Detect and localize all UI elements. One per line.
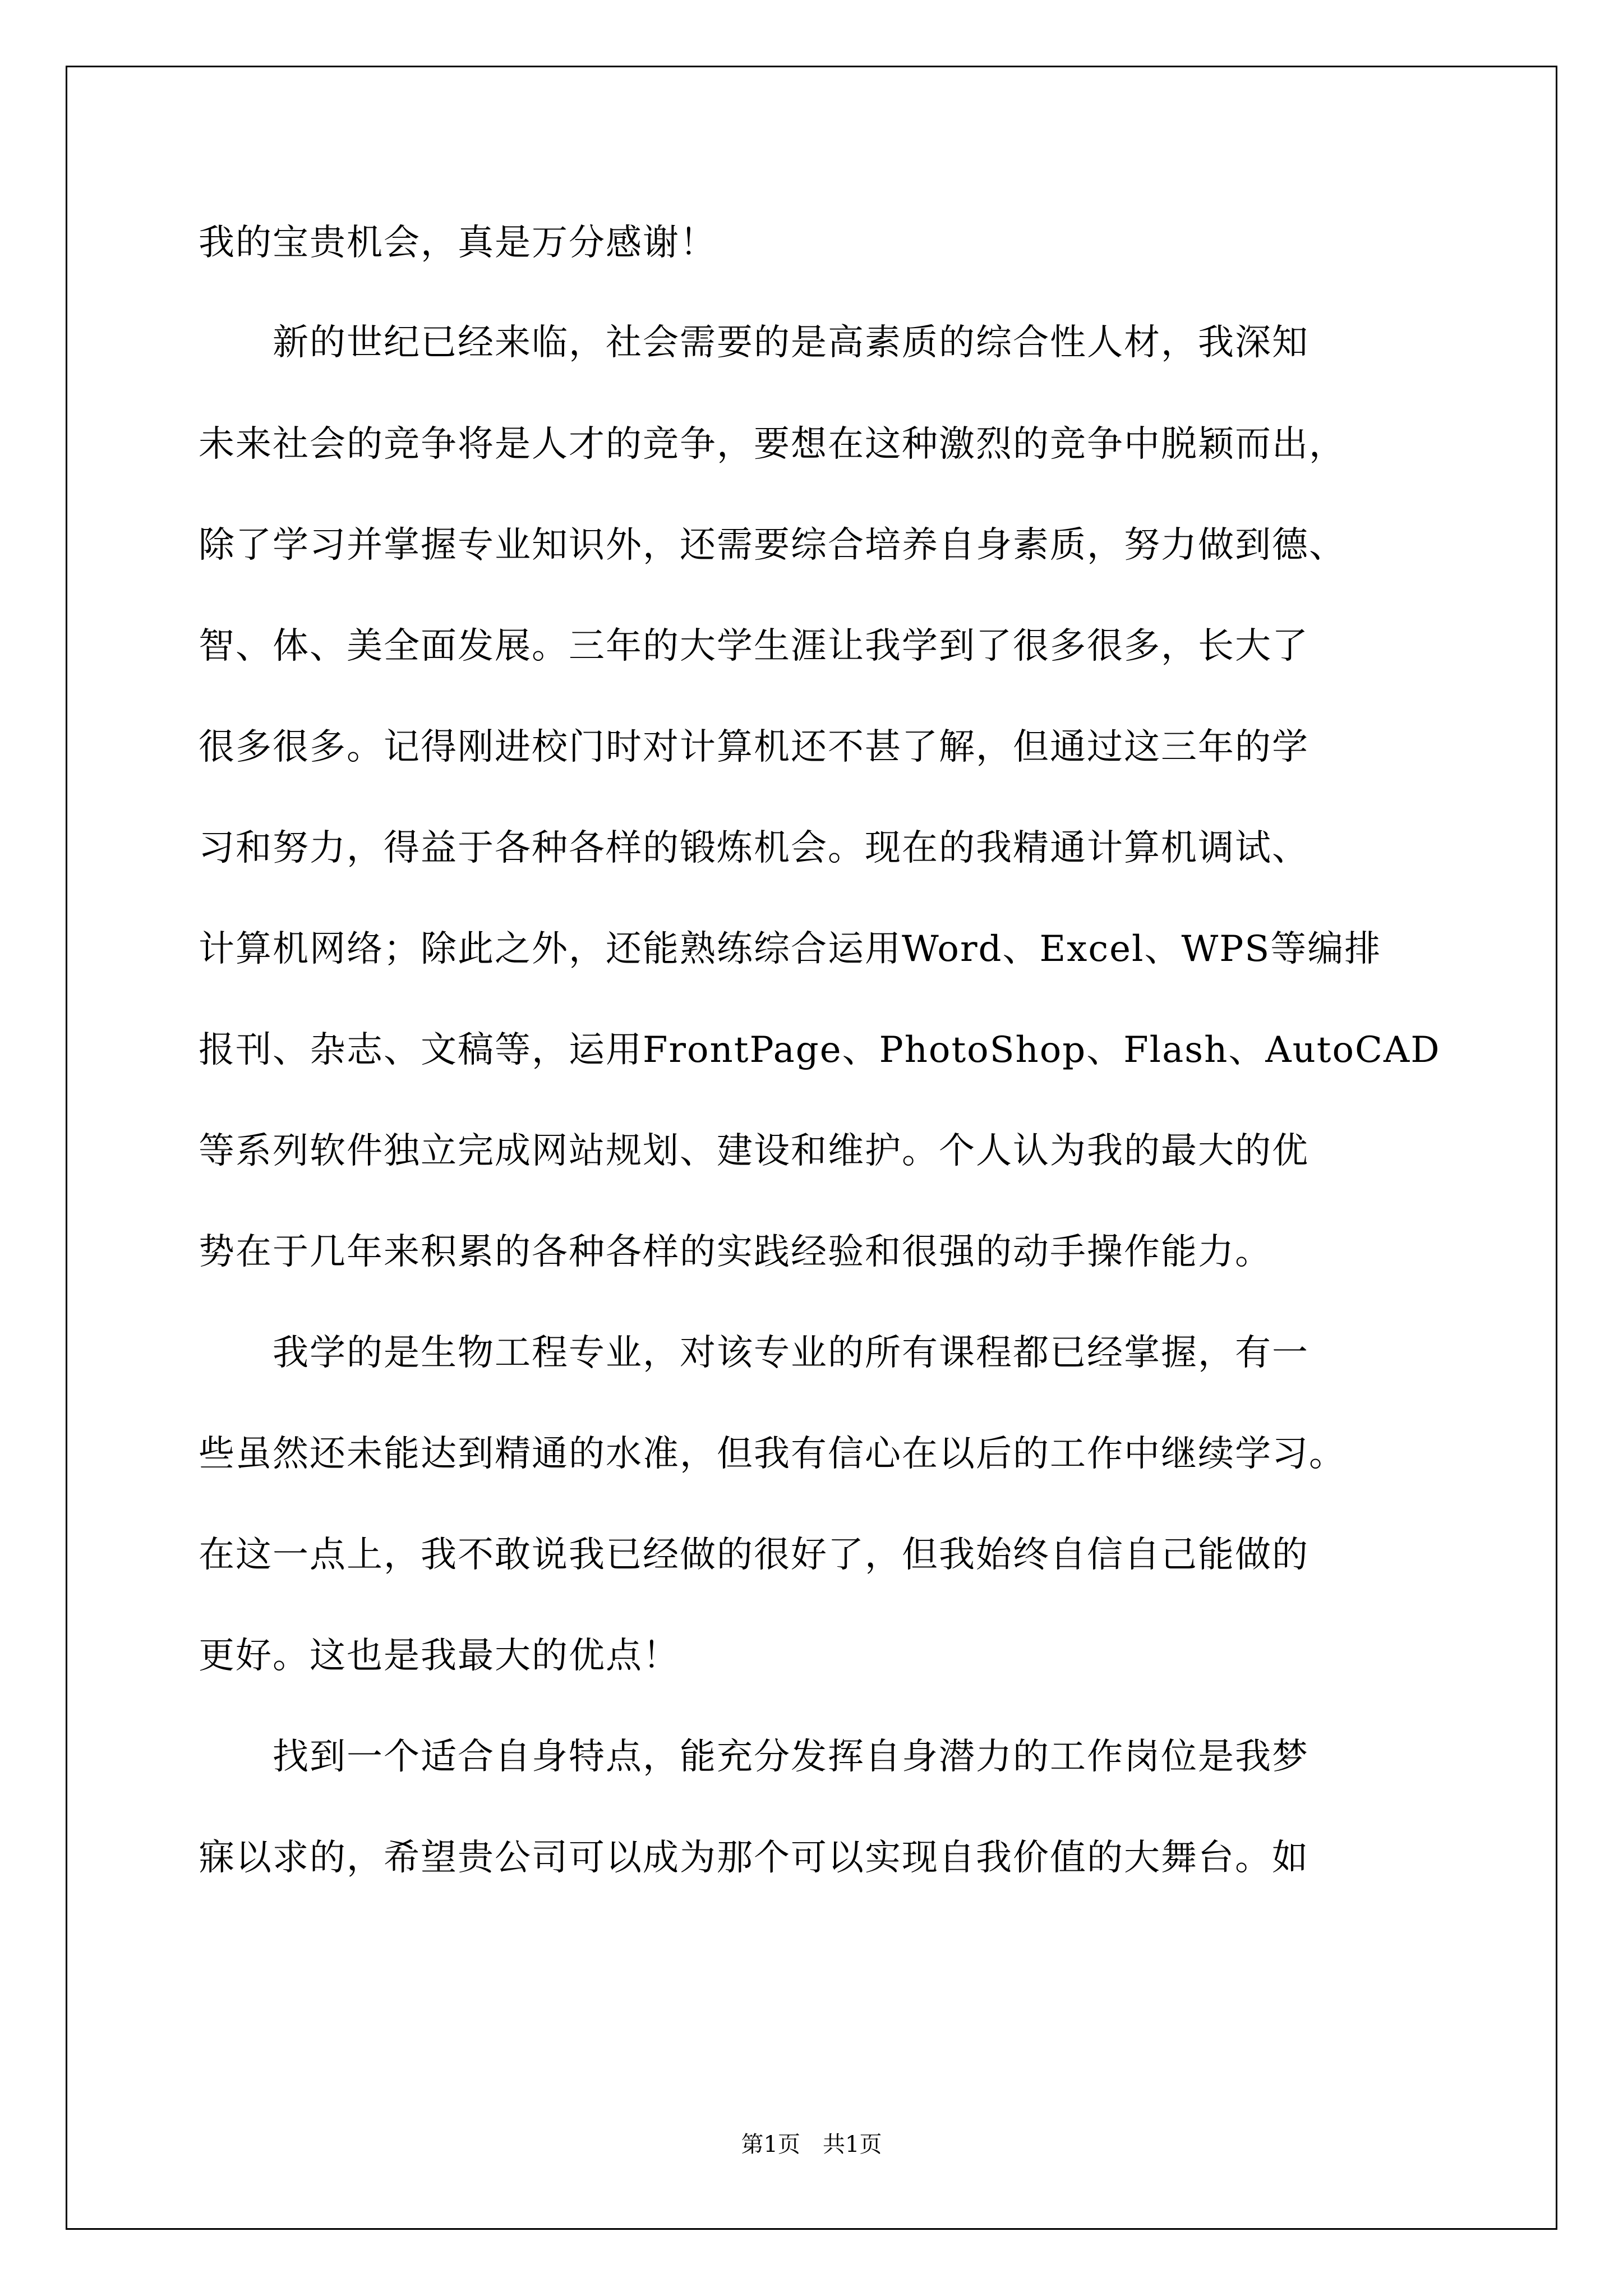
body-text-line: 找到一个适合自身特点，能充分发挥自身潜力的工作岗位是我梦 <box>199 1736 1309 1778</box>
body-text-line: 智、体、美全面发展。三年的大学生涯让我学到了很多很多，长大了 <box>199 625 1309 667</box>
body-text-line: 等系列软件独立完成网站规划、建设和维护。个人认为我的最大的优 <box>199 1130 1309 1172</box>
body-text-line: 我学的是生物工程专业，对该专业的所有课程都已经掌握，有一 <box>199 1332 1309 1374</box>
body-text-line: 些虽然还未能达到精通的水准，但我有信心在以后的工作中继续学习。 <box>199 1433 1346 1475</box>
body-text-line: 很多很多。记得刚进校门时对计算机还不甚了解，但通过这三年的学 <box>199 726 1309 768</box>
body-text-line: 在这一点上，我不敢说我已经做的很好了，但我始终自信自己能做的 <box>199 1534 1309 1576</box>
body-text-line: 未来社会的竞争将是人才的竞争，要想在这种激烈的竞争中脱颖而出， <box>199 424 1346 465</box>
body-text-line: 势在于几年来积累的各种各样的实践经验和很强的动手操作能力。 <box>199 1231 1272 1273</box>
body-text-line: 报刊、杂志、文稿等，运用FrontPage、PhotoShop、Flash、AutoCAD <box>199 1029 1441 1071</box>
body-text-line: 习和努力，得益于各种各样的锻炼机会。现在的我精通计算机调试、 <box>199 827 1309 869</box>
body-text-line: 除了学习并掌握专业知识外，还需要综合培养自身素质，努力做到德、 <box>199 524 1346 566</box>
body-text-line: 寐以求的，希望贵公司可以成为那个可以实现自我价值的大舞台。如 <box>199 1837 1309 1879</box>
body-text-line: 计算机网络；除此之外，还能熟练综合运用Word、Excel、WPS等编排 <box>199 928 1382 970</box>
body-text-line: 新的世纪已经来临，社会需要的是高素质的综合性人材，我深知 <box>199 322 1309 364</box>
page-footer: 第1页 共1页 <box>741 2132 882 2157</box>
body-text-line: 更好。这也是我最大的优点！ <box>199 1635 680 1677</box>
body-text-line: 我的宝贵机会，真是万分感谢！ <box>199 222 717 264</box>
